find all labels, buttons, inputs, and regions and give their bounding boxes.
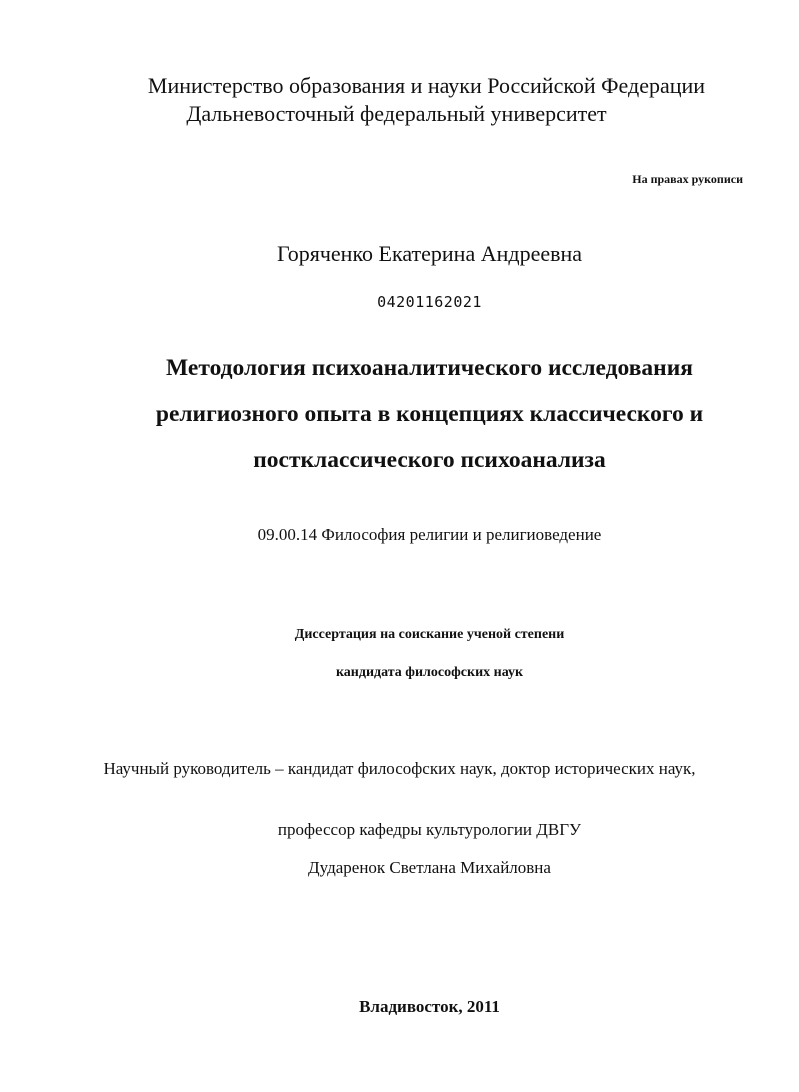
supervisor-position: профессор кафедры культурологии ДВГУ: [277, 820, 582, 839]
supervisor-name: Дударенок Светлана Михайловна: [308, 858, 551, 877]
ministry-heading: Министерство образования и науки Российской Федерации: [147, 73, 706, 98]
degree-line-2: кандидата философских наук: [335, 665, 524, 680]
registration-code: 04201162021: [377, 293, 482, 311]
specialty: 09.00.14 Философия религии и религиоведение: [257, 525, 602, 544]
title-line: постклассического психоанализа: [253, 447, 606, 473]
title-line: Методология психоаналитического исследования: [166, 355, 693, 381]
author-name: Горяченко Екатерина Андреевна: [276, 241, 583, 266]
degree-line-1: Диссертация на соискание ученой степени: [294, 627, 565, 642]
supervisor-title: Научный руководитель – кандидат философских наук, доктор исторических наук,: [103, 759, 696, 778]
title-line: религиозного опыта в концепциях классического и: [155, 401, 704, 427]
manuscript-note: На правах рукописи: [632, 172, 743, 186]
university-heading: Дальневосточный федеральный университет: [186, 101, 607, 126]
city-year: Владивосток, 2011: [359, 997, 500, 1016]
dissertation-title: [30, 345, 799, 483]
